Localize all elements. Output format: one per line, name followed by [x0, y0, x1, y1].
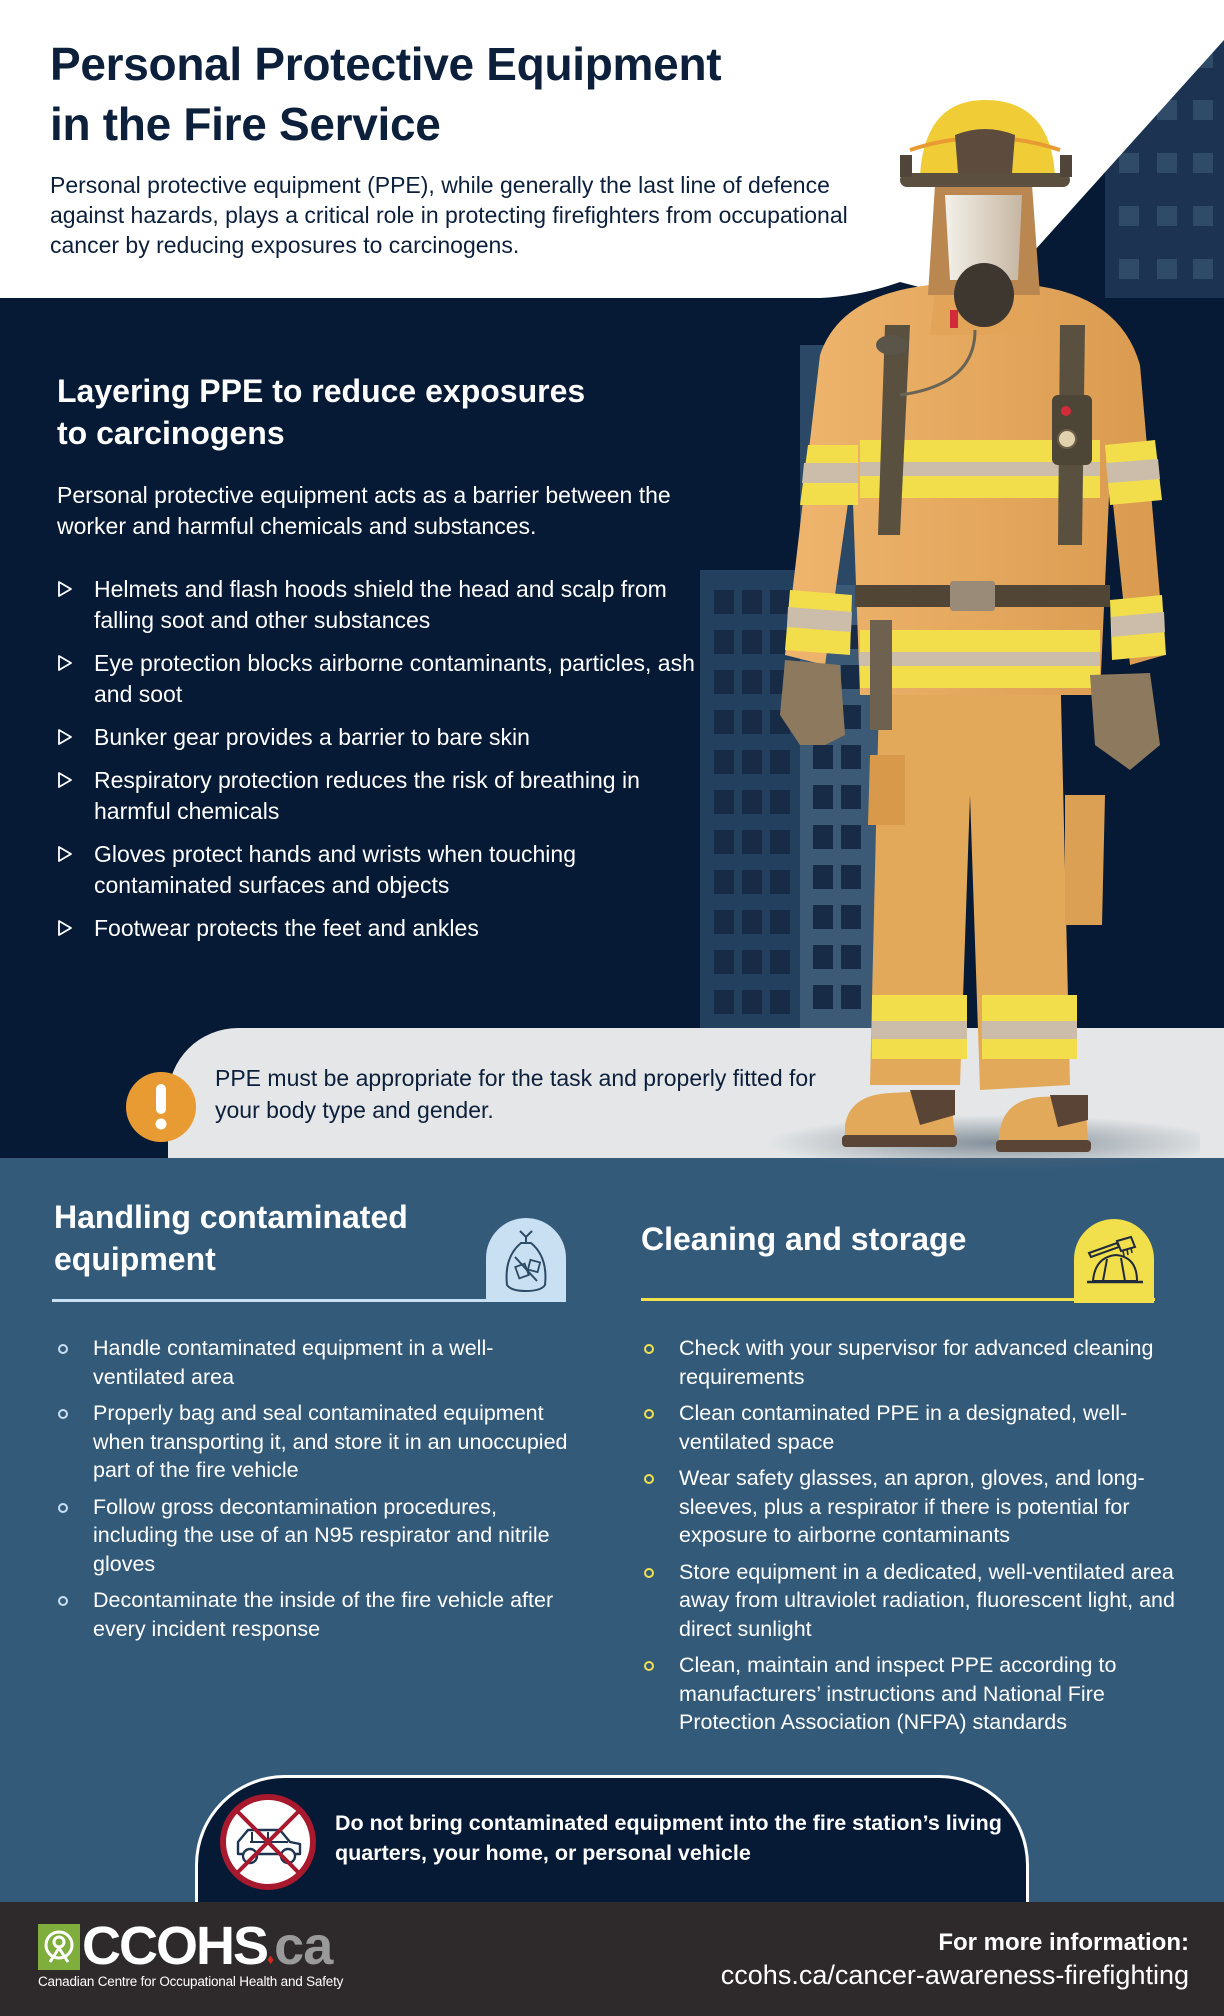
cleaning-heading: Cleaning and storage [641, 1221, 967, 1257]
layering-heading [57, 370, 677, 454]
ccohs-logo[interactable] [38, 1916, 378, 1994]
circle-bullet-icon [644, 1568, 654, 1578]
list-item [55, 1586, 575, 1643]
no-vehicle-icon [218, 1792, 318, 1892]
layering-description: Personal protective equipment acts as a barrier between the worker and harmful chemicals and substances. [57, 482, 671, 539]
list-item [57, 913, 707, 944]
firefighter-illustration [760, 95, 1200, 1175]
ccohs-emblem-icon [38, 1924, 80, 1970]
list-item-text: Helmets and flash hoods shield the head and scalp from falling soot and other substances [94, 576, 667, 633]
triangle-outline-icon [57, 654, 73, 672]
handling-heading-line-1: Handling contaminated [54, 1199, 408, 1235]
list-item-text: Footwear protects the feet and ankles [94, 915, 479, 941]
circle-bullet-icon [644, 1409, 654, 1419]
list-item [57, 839, 707, 901]
more-info-label: For more information: [938, 1929, 1189, 1956]
brush-helmet-icon [1074, 1219, 1154, 1303]
contamination-warning-text: Do not bring contaminated equipment into the fire station’s living quarters, your home, or personal vehicle [335, 1811, 1002, 1865]
list-item-text: Bunker gear provides a barrier to bare skin [94, 724, 530, 750]
list-item [641, 1334, 1201, 1391]
page-title [50, 34, 870, 154]
list-item [641, 1399, 1201, 1456]
list-item [57, 765, 707, 827]
intro-paragraph: Personal protective equipment (PPE), while generally the last line of defence against hazards, plays a critical role in protecting firefighters from occupational cancer by reducing exposures to carcinogens. [50, 172, 848, 258]
triangle-outline-icon [57, 728, 73, 746]
exclamation-icon [126, 1072, 196, 1142]
list-item-text: Store equipment in a dedicated, well-ventilated area away from ultraviolet radiation, fluorescent light, and direct sunlight [679, 1559, 1175, 1641]
handling-list [55, 1334, 575, 1651]
circle-bullet-icon [58, 1596, 68, 1606]
logo-main-text: CCOHS [82, 1916, 268, 1976]
list-item-text: Eye protection blocks airborne contaminants, particles, ash and soot [94, 650, 695, 707]
list-item-text: Gloves protect hands and wrists when touching contaminated surfaces and objects [94, 841, 576, 898]
list-item [55, 1399, 575, 1485]
circle-bullet-icon [644, 1474, 654, 1484]
title-line-2: in the Fire Service [50, 98, 441, 150]
title-line-1: Personal Protective Equipment [50, 38, 722, 90]
list-item [641, 1558, 1201, 1644]
circle-bullet-icon [58, 1409, 68, 1419]
list-item [57, 648, 707, 710]
list-item [57, 722, 707, 753]
cleaning-list [641, 1334, 1201, 1745]
layering-heading-line-1: Layering PPE to reduce exposures [57, 373, 586, 409]
list-item [55, 1334, 575, 1391]
logo-suffix-text: ca [274, 1916, 333, 1976]
circle-bullet-icon [644, 1661, 654, 1671]
list-item-text: Clean contaminated PPE in a designated, well-ventilated space [679, 1401, 1128, 1454]
triangle-outline-icon [57, 845, 73, 863]
list-item-text: Handle contaminated equipment in a well-ventilated area [93, 1336, 494, 1389]
logo-subtitle: Canadian Centre for Occupational Health and Safety [38, 1974, 344, 1989]
list-item [641, 1464, 1201, 1550]
sealed-bag-icon [486, 1218, 566, 1302]
circle-bullet-icon [644, 1344, 654, 1354]
fit-callout-text: PPE must be appropriate for the task and properly fitted for your body type and gender. [215, 1065, 816, 1123]
list-item-text: Properly bag and seal contaminated equipment when transporting it, and store it in an unoccupied part of the fire vehicle [93, 1401, 568, 1482]
triangle-outline-icon [57, 771, 73, 789]
circle-bullet-icon [58, 1503, 68, 1513]
layering-heading-line-2: to carcinogens [57, 415, 285, 451]
list-item [57, 574, 707, 636]
list-item-text: Respiratory protection reduces the risk of breathing in harmful chemicals [94, 767, 640, 824]
triangle-outline-icon [57, 580, 73, 598]
handling-heading-line-2: equipment [54, 1241, 216, 1277]
list-item-text: Follow gross decontamination procedures, including the use of an N95 respirator and nitrile gloves [93, 1494, 550, 1576]
list-item-text: Wear safety glasses, an apron, gloves, and long-sleeves, plus a respirator if there is potential for exposure to airborne contaminants [679, 1466, 1145, 1547]
list-item [641, 1651, 1201, 1737]
maple-leaf-icon: ♦ [267, 1951, 275, 1967]
list-item-text: Clean, maintain and inspect PPE according to manufacturers’ instructions and National Fire Protection Association (NFPA) standards [679, 1653, 1117, 1734]
list-item-text: Check with your supervisor for advanced cleaning requirements [679, 1336, 1154, 1389]
list-item-text: Decontaminate the inside of the fire vehicle after every incident response [93, 1588, 554, 1641]
handling-heading [54, 1196, 494, 1280]
layering-list [57, 574, 707, 956]
more-info-link[interactable]: ccohs.ca/cancer-awareness-firefighting [720, 1960, 1189, 1990]
triangle-outline-icon [57, 919, 73, 937]
circle-bullet-icon [58, 1344, 68, 1354]
list-item [55, 1493, 575, 1579]
